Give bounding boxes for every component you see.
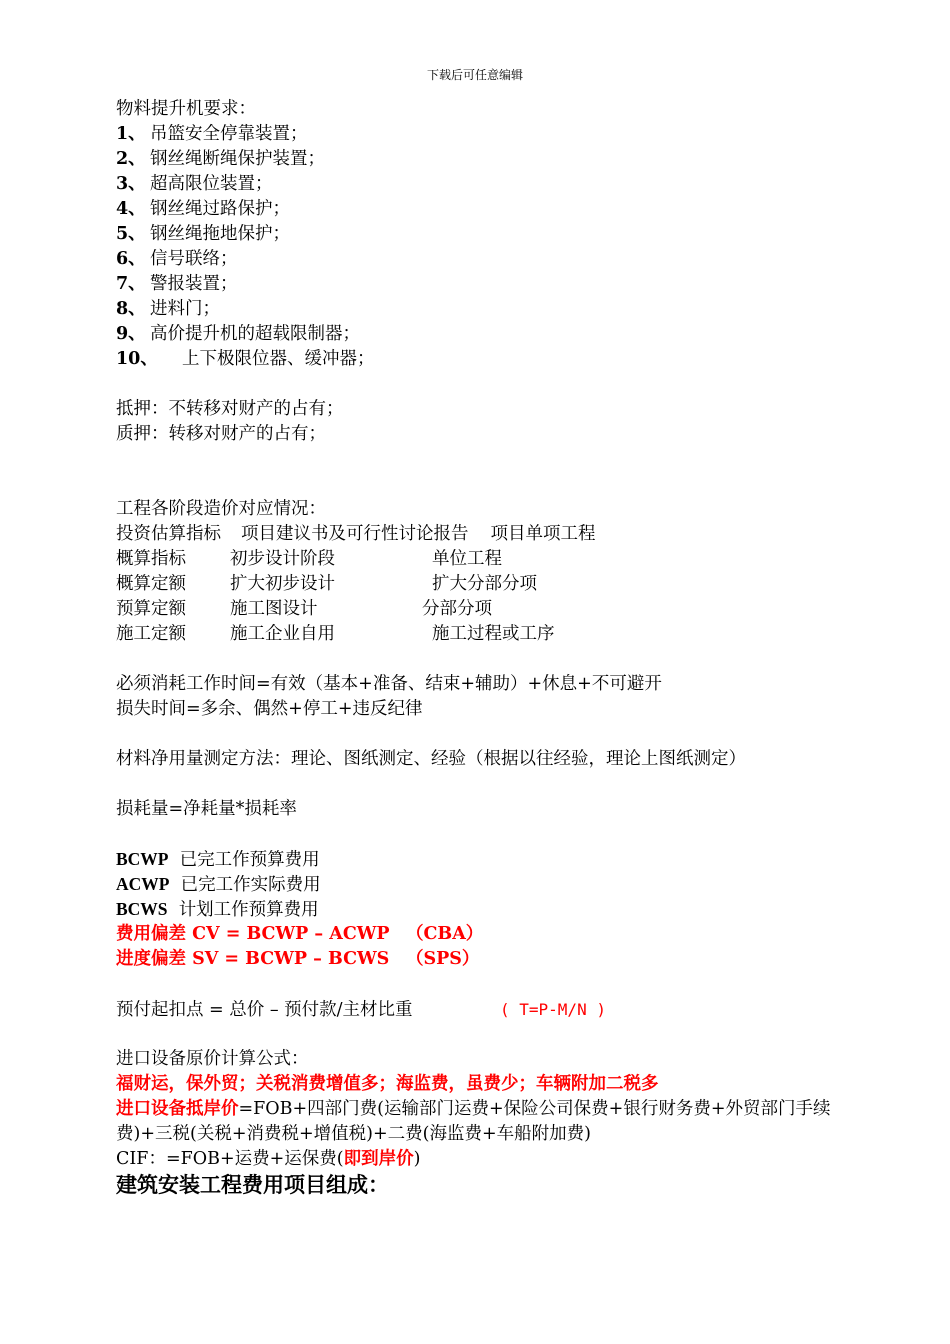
table-cell: 施工图设计 (230, 599, 318, 619)
stages-table (116, 522, 846, 647)
table-cell: 初步设计阶段 (230, 549, 335, 569)
table-row (116, 547, 846, 572)
cv-note: （CBA） (406, 924, 484, 944)
table-cell: 概算指标 (116, 549, 186, 569)
cv-formula: 费用偏差 CV = BCWP – ACWP (116, 924, 390, 944)
item-number: 1、 (116, 124, 146, 144)
table-cell: 施工定额 (116, 624, 186, 644)
table-cell: 预算定额 (116, 599, 186, 619)
item-text: 超高限位装置； (150, 174, 273, 194)
acwp-code: ACWP (116, 874, 170, 894)
spacer (116, 822, 846, 847)
bcwp-code: BCWP (116, 849, 169, 869)
list-item (116, 322, 846, 347)
pawn-line: 质押：转移对财产的占有； (116, 424, 326, 444)
bcwp-line (116, 847, 846, 872)
table-cell: 扩大分部分项 (432, 574, 537, 594)
list-item (116, 222, 846, 247)
table-cell: 扩大初步设计 (230, 574, 335, 594)
table-cell: 施工企业自用 (230, 624, 335, 644)
time-line-2: 损失时间=多余、偶然+停工+违反纪律 (116, 699, 423, 719)
sv-formula: 进度偏差 SV = BCWP – BCWS (116, 949, 390, 969)
table-cell: 项目单项工程 (490, 524, 596, 544)
table-row (116, 572, 846, 597)
advance-text: 预付起扣点 = 总价 – 预付款/主材比重 (116, 1000, 413, 1020)
import-title: 进口设备原价计算公式： (116, 1049, 309, 1069)
cif-suffix: ) (413, 1149, 421, 1169)
hoist-title: 物料提升机要求： (116, 99, 256, 119)
import-mnemonic: 福财运，保外贸；关税消费增值多；海监费，虽费少；车辆附加二税多 (116, 1074, 659, 1094)
list-item (116, 122, 846, 147)
item-number: 10、 (116, 349, 158, 369)
table-cell: 单位工程 (432, 549, 502, 569)
item-text: 钢丝绳断绳保护装置； (150, 149, 325, 169)
list-item (116, 197, 846, 222)
construction-title: 建筑安装工程费用项目组成： (116, 1172, 389, 1197)
acwp-text: 已完工作实际费用 (180, 875, 321, 895)
spacer (116, 372, 846, 397)
list-item (116, 272, 846, 297)
mortgage-line: 抵押：不转移对财产的占有； (116, 399, 344, 419)
material-line: 材料净用量测定方法：理论、图纸测定、经验（根据以往经验，理论上图纸测定） (116, 749, 746, 769)
spacer (116, 722, 846, 747)
stages-title: 工程各阶段造价对应情况： (116, 499, 326, 519)
item-number: 5、 (116, 224, 146, 244)
bcws-text: 计划工作预算费用 (178, 900, 319, 920)
spacer (116, 972, 846, 997)
item-text: 警报装置； (150, 274, 238, 294)
cv-line (116, 922, 846, 947)
table-cell: 投资估算指标 (116, 524, 221, 544)
bcwp-text: 已完工作预算费用 (179, 850, 320, 870)
item-number: 6、 (116, 249, 146, 269)
table-cell: 概算定额 (116, 574, 186, 594)
spacer (116, 472, 846, 497)
bcws-code: BCWS (116, 899, 168, 919)
table-cell: 施工过程或工序 (432, 624, 555, 644)
sv-line (116, 947, 846, 972)
table-row (116, 597, 846, 622)
table-cell: 分部分项 (422, 599, 492, 619)
table-row (116, 622, 846, 647)
cif-red: 即到岸价 (343, 1149, 414, 1169)
spacer (116, 647, 846, 672)
time-line-1: 必须消耗工作时间=有效（基本+准备、结束+辅助）+休息+不可避开 (116, 674, 662, 694)
bcws-line (116, 897, 846, 922)
list-item (116, 172, 846, 197)
item-text: 钢丝绳拖地保护； (150, 224, 290, 244)
item-number: 7、 (116, 274, 146, 294)
acwp-line (116, 872, 846, 897)
spacer (116, 1022, 846, 1047)
item-text: 上下极限位器、缓冲器； (182, 349, 375, 369)
table-row (116, 522, 846, 547)
list-item (116, 147, 846, 172)
item-number: 3、 (116, 174, 146, 194)
page-header: 下载后可任意编辑 (426, 68, 523, 82)
item-number: 8、 (116, 299, 146, 319)
spacer (116, 772, 846, 797)
sv-note: （SPS） (406, 949, 480, 969)
hoist-list (116, 122, 846, 372)
spacer (116, 447, 846, 472)
item-text: 高价提升机的超载限制器； (150, 324, 360, 344)
cif-line (116, 1147, 846, 1172)
loss-line: 损耗量=净耗量*损耗率 (116, 799, 297, 819)
import-price (116, 1097, 846, 1147)
item-number: 2、 (116, 149, 146, 169)
advance-line (116, 997, 846, 1022)
item-number: 4、 (116, 199, 146, 219)
item-text: 进料门； (150, 299, 220, 319)
document-body (116, 97, 846, 1198)
advance-formula: ( T=P-M/N ) (500, 1000, 606, 1019)
item-text: 吊篮安全停靠装置； (150, 124, 308, 144)
list-item (116, 297, 846, 322)
cif-prefix: CIF：=FOB+运费+运保费( (116, 1149, 344, 1169)
table-cell: 项目建议书及可行性讨论报告 (241, 524, 469, 544)
item-text: 信号联络； (150, 249, 238, 269)
list-item (116, 347, 846, 372)
import-price-text: =FOB+四部门费(运输部门运费+保险公司保费+银行财务费+外贸部门手续费)+三税(关税+消费税+增值税)+二费(海监费+车船附加费) (116, 1099, 831, 1144)
list-item (116, 247, 846, 272)
item-number: 9、 (116, 324, 146, 344)
item-text: 钢丝绳过路保护； (150, 199, 290, 219)
import-price-label: 进口设备抵岸价 (116, 1099, 239, 1119)
